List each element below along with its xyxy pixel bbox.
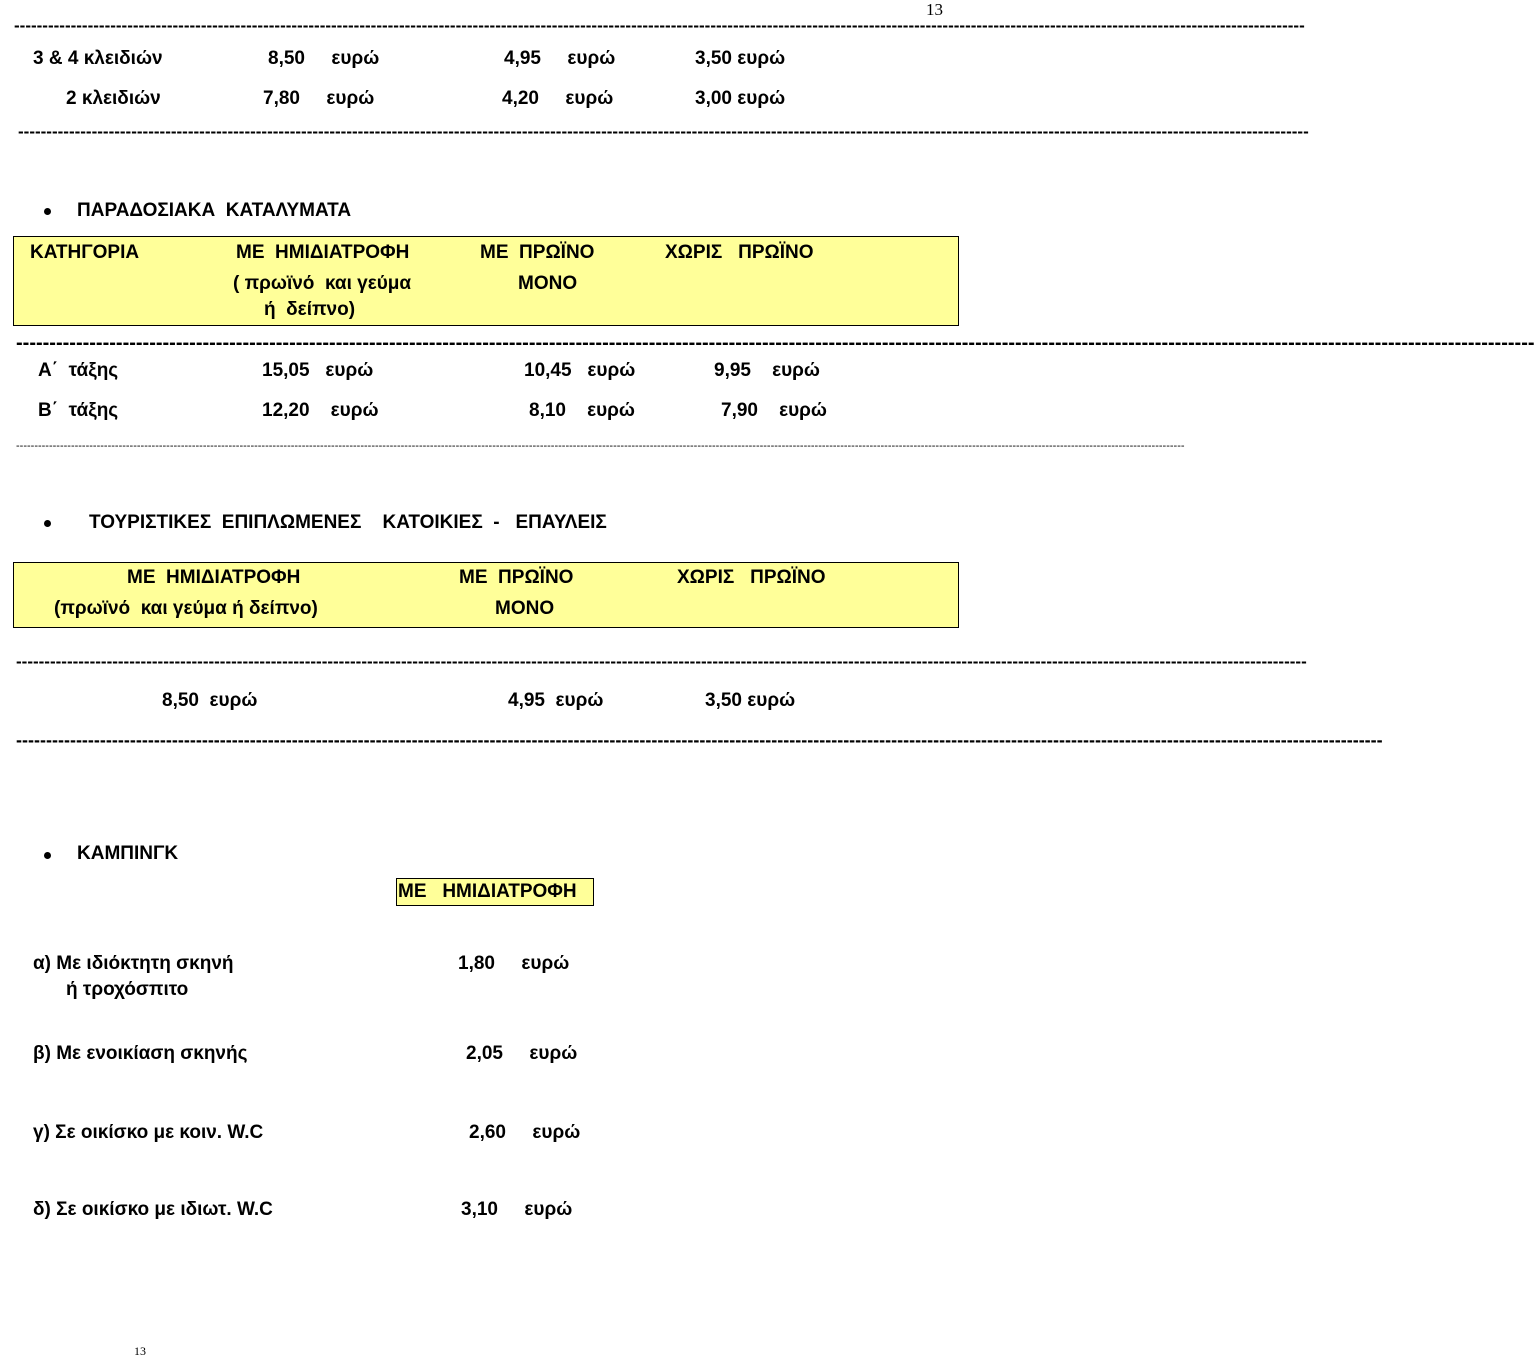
- room-row-label: 3 & 4 κλειδιών: [33, 48, 163, 69]
- bullet-icon: [44, 852, 51, 859]
- room-row-breakfast: 4,20 ευρώ: [502, 88, 614, 109]
- bullet-icon: [44, 208, 51, 215]
- table-row-no-breakfast: 9,95 ευρώ: [714, 360, 820, 381]
- header-breakfast: ΜΕ ΠΡΩΪΝΟ: [480, 242, 595, 263]
- header-breakfast-note: ΜΟΝΟ: [518, 273, 578, 294]
- section-title-camping: ΚΑΜΠΙΝΓΚ: [77, 843, 179, 864]
- divider-line: ------------------------------------------------------------------------------------------------------------------------------------------------------------------------------------------------------------------------------------: [18, 122, 1309, 141]
- table-row-breakfast: 10,45 ευρώ: [524, 360, 636, 381]
- table-row-class: Β΄ τάξης: [38, 400, 119, 421]
- page-number: 13: [926, 0, 943, 19]
- header-no-breakfast: ΧΩΡΙΣ ΠΡΩΪΝΟ: [665, 242, 814, 263]
- table-row-half-board: 15,05 ευρώ: [262, 360, 374, 381]
- section-title-traditional: ΠΑΡΑΔΟΣΙΑΚΑ ΚΑΤΑΛΥΜΑΤΑ: [77, 200, 352, 221]
- tourist-price-no-breakfast: 3,50 ευρώ: [705, 690, 796, 711]
- room-row-half-board: 7,80 ευρώ: [263, 88, 375, 109]
- camping-row-label: γ) Σε οικίσκο με κοιν. W.C: [33, 1122, 264, 1143]
- camping-row-price: 3,10 ευρώ: [461, 1199, 573, 1220]
- divider-line: -------------------------------------------------------------------------------------------------------------------------------------------------------------------------------------------------------------------------------------------------------------------------------------------------------------------------------: [16, 440, 1185, 452]
- header-half-board: ΜΕ ΗΜΙΔΙΑΤΡΟΦΗ: [236, 242, 410, 263]
- tourist-price-half-board: 8,50 ευρώ: [162, 690, 258, 711]
- camping-row-price: 2,05 ευρώ: [466, 1043, 578, 1064]
- header-category: ΚΑΤΗΓΟΡΙΑ: [30, 242, 140, 263]
- table-row-no-breakfast: 7,90 ευρώ: [721, 400, 827, 421]
- table-row-half-board: 12,20 ευρώ: [262, 400, 379, 421]
- camping-header-half-board: ΜΕ ΗΜΙΔΙΑΤΡΟΦΗ: [398, 881, 577, 902]
- divider-line: ------------------------------------------------------------------------------------------------------------------------------------------------------------------------------------------------------------------------------------: [16, 652, 1307, 671]
- camping-row-label-2: ή τροχόσπιτο: [66, 979, 189, 1000]
- header-half-board-note: ( πρωϊνό και γεύμα: [233, 273, 412, 294]
- camping-row-label: α) Με ιδιόκτητη σκηνή: [33, 953, 234, 974]
- bullet-icon: [44, 520, 51, 527]
- room-row-half-board: 8,50 ευρώ: [268, 48, 380, 69]
- header-breakfast: ΜΕ ΠΡΩΪΝΟ: [459, 567, 574, 588]
- tourist-price-breakfast: 4,95 ευρώ: [508, 690, 604, 711]
- camping-row-label: β) Με ενοικίαση σκηνής: [33, 1043, 248, 1064]
- section-title-tourist: ΤΟΥΡΙΣΤΙΚΕΣ ΕΠΙΠΛΩΜΕΝΕΣ ΚΑΤΟΙΚΙΕΣ - ΕΠΑΥΛΕΙΣ: [89, 512, 607, 533]
- camping-row-price: 2,60 ευρώ: [469, 1122, 581, 1143]
- footer-page-number: 13: [134, 1344, 146, 1358]
- room-row-no-breakfast: 3,00 ευρώ: [695, 88, 786, 109]
- divider-line: ------------------------------------------------------------------------------------------------------------------------------------------------------------------------------------------------------------------------------------: [14, 16, 1305, 35]
- table-row-class: Α΄ τάξης: [38, 360, 119, 381]
- camping-row-label: δ) Σε οικίσκο με ιδιωτ. W.C: [33, 1199, 273, 1220]
- divider-line: ------------------------------------------------------------------------------------------------------------------------------------------------------------------------------------------------------------------------------------: [16, 332, 1535, 354]
- room-row-label: 2 κλειδιών: [66, 88, 161, 109]
- divider-line: ------------------------------------------------------------------------------------------------------------------------------------------------------------------------------------------------------------------------------------: [16, 730, 1383, 750]
- header-half-board-note-2: ή δείπνο): [264, 299, 356, 320]
- camping-row-price: 1,80 ευρώ: [458, 953, 570, 974]
- header-half-board-note: (πρωϊνό και γεύμα ή δείπνο): [54, 598, 318, 619]
- room-row-breakfast: 4,95 ευρώ: [504, 48, 616, 69]
- header-half-board: ΜΕ ΗΜΙΔΙΑΤΡΟΦΗ: [127, 567, 301, 588]
- room-row-no-breakfast: 3,50 ευρώ: [695, 48, 786, 69]
- header-breakfast-note: ΜΟΝΟ: [495, 598, 555, 619]
- table-row-breakfast: 8,10 ευρώ: [529, 400, 635, 421]
- header-no-breakfast: ΧΩΡΙΣ ΠΡΩΪΝΟ: [677, 567, 826, 588]
